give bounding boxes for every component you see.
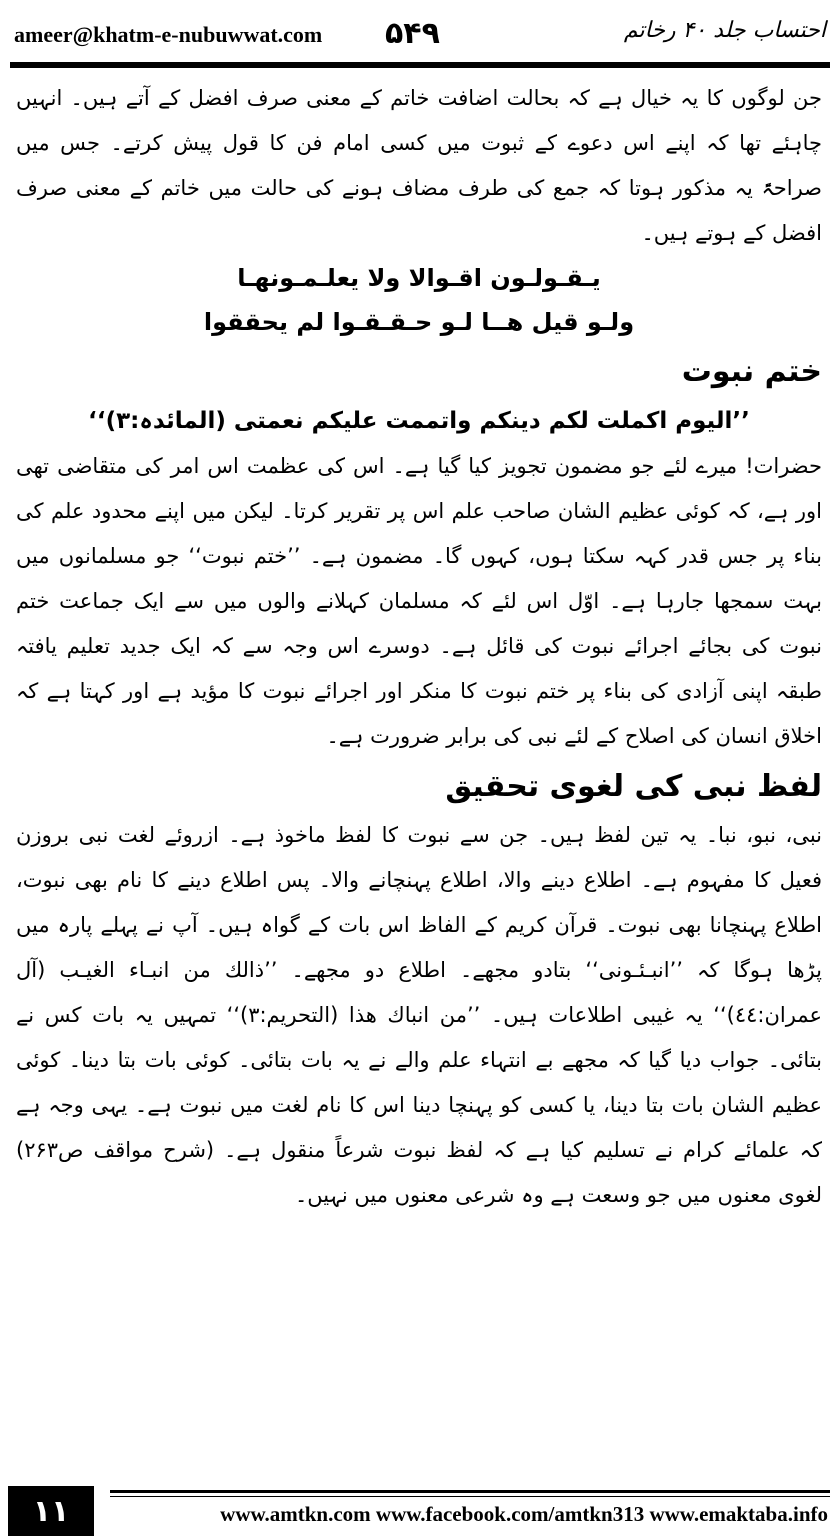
paragraph-2: حضرات! میرے لئے جو مضمون تجویز کیا گیا ہے۔ اس کی عظمت اس امر کی متقاضی تھی اور ہے، کہ کوئی عظیم الشان صاحب علم اس پر تقریر کرتا۔ لیکن میں اپنے محدود علم کی بناء پر جس قدر کہہ سکتا ہوں، کہوں گا۔ مضمون ہے۔ ’’ختم نبوت‘‘ جو مسلمانوں میں بہت سمجھا جارہا ہے۔ اوّل اس لئے کہ مسلمان کہلانے والوں میں سے ایک جماعت ختم نبوت کی بجائے اجرائے نبوت کی قائل ہے۔ دوسرے اس وجہ سے کہ ایک جدید تعلیم یافتہ طبقہ اپنی آزادی کی بناء پر ختم نبوت کا منکر اور اجرائے نبوت کا مؤید ہے اور کہتا ہے کہ اخلاق انسان کی اصلاح کے لئے نبی کی برابر ضرورت ہے۔: [16, 454, 822, 748]
footer-rule-thin: [110, 1496, 830, 1497]
paragraph-3: نبی، نبو، نبا۔ یہ تین لفظ ہیں۔ جن سے نبوت کا لفظ ماخوذ ہے۔ ازروئے لغت نبی بروزن فعیل کا مفہوم ہے۔ اطلاع دینے والا، اطلاع پہنچانے والا۔ پس اطلاع دینے کا نام بھی نبوت، اطلاع پہنچانا بھی نبوت۔ قرآن کریم کے الفاظ اس بات کے گواہ ہیں۔ آپ نے پہلے پارہ میں پڑھا ہوگا کہ ’’انبـئـونی‘‘ بتادو مجھے۔ اطلاع دو مجھے۔ ’’ذالك من انبـاء الغیـب (آل عمران:٤٤)‘‘ یہ غیبی اطلاعات ہیں۔ ’’من انباك هذا (التحریم:۳)‘‘ تمہیں یہ بات کس نے بتائی۔ جواب دیا گیا کہ مجھے بے انتہاء علم والے نے یہ بات بتائی۔ کوئی بات بتا دینا۔ کوئی عظیم الشان بات بتا دینا، یا کسی کو پہنچا دینا اس کا نام لغت میں نبوت ہے۔ یہی وجہ ہے کہ علمائے کرام نے تسلیم کیا ہے کہ لفظ نبوت شرعاً منقول ہے۔ (شرح مواقف ص۲۶۳) لغوی معنوں میں جو وسعت ہے وہ شرعی معنوں میں نہیں۔: [16, 823, 822, 1207]
verse-line-2: ولـو قیل هــا لـو حـقـقـوا لم یحققوا: [203, 308, 635, 336]
page-header: [10, 14, 830, 56]
section-heading-lughvi-tahqiq: لفظ نبی کی لغوی تحقیق: [445, 769, 822, 804]
page-footer: [0, 1476, 840, 1540]
header-rule: [10, 62, 830, 68]
header-email[interactable]: ameer@khatm-e-nubuwwat.com: [14, 22, 323, 47]
quranic-quote: ’’الیوم اکملت لکم دینکم واتممت علیکم نعمتی (المائدہ:۳)‘‘: [88, 408, 750, 434]
footer-links[interactable]: www.amtkn.com www.facebook.com/amtkn313 www.emaktaba.info: [220, 1502, 828, 1526]
paragraph-1: جن لوگوں کا یہ خیال ہے کہ بحالت اضافت خاتم کے معنی صرف افضل کے آتے ہیں۔ انہیں چاہئے تھا کہ اپنے اس دعوے کے ثبوت میں کسی امام فن کا قول پیش کرتے۔ جس میں صراحۃً یہ مذکور ہوتا کہ جمع کی طرف مضاف ہونے کی حالت میں خاتم کے معنی صرف افضل کے ہوتے ہیں۔: [16, 86, 822, 245]
footer-page-mark: ۱۱: [8, 1486, 94, 1536]
header-page-number: ۵۴۹: [385, 16, 440, 51]
verse-line-1: یـقـولـون اقـوالا ولا یعلـمـونهـا: [237, 264, 601, 292]
header-running-title: احتساب جلد ۴۰ رخاتم: [623, 18, 826, 43]
page-body: [16, 76, 822, 1218]
section-heading-khatm-e-nubuwwat: ختم نبوت: [681, 354, 822, 389]
footer-rule-thick: [110, 1490, 830, 1493]
